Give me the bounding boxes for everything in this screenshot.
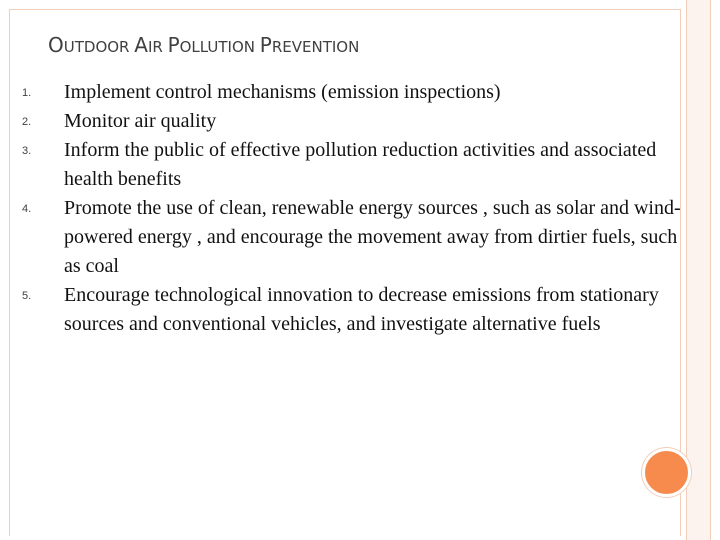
list-item: [22, 78, 682, 107]
list-item-number: 4.: [22, 203, 32, 215]
list-item: [22, 194, 682, 281]
title-cap: P: [259, 33, 272, 57]
title-cap: A: [134, 33, 148, 57]
slide-title: [48, 31, 359, 61]
list-item-number: 3.: [22, 145, 32, 157]
title-rest: OLLUTION: [179, 38, 260, 56]
list-item-number: 1.: [22, 87, 32, 99]
list-item-text: Encourage technological innovation to decrease emissions from stationary sources and conventional vehicles, and investigate alternative fuels: [64, 284, 659, 335]
title-cap: O: [48, 33, 64, 57]
list-item: [22, 136, 682, 194]
title-rest: UTDOOR: [63, 38, 135, 56]
list-item-text: Implement control mechanisms (emission inspections): [64, 81, 501, 103]
list-item: [22, 107, 682, 136]
right-decorative-bar: [686, 0, 711, 540]
orange-circle-icon: [642, 448, 691, 497]
list-item-text: Promote the use of clean, renewable energy sources , such as solar and wind-powered energy , and encourage the movement away from dirtier fuels, such as coal: [64, 197, 681, 277]
list-item-number: 2.: [22, 116, 32, 128]
numbered-list: [22, 78, 682, 339]
list-item-text: Monitor air quality: [64, 110, 217, 132]
list-item-number: 5.: [22, 290, 32, 302]
title-rest: REVENTION: [271, 38, 360, 56]
title-cap: P: [167, 33, 180, 57]
title-rest: IR: [147, 38, 168, 56]
list-item: [22, 281, 682, 339]
list-item-text: Inform the public of effective pollution reduction activities and associated health benefits: [64, 139, 657, 190]
